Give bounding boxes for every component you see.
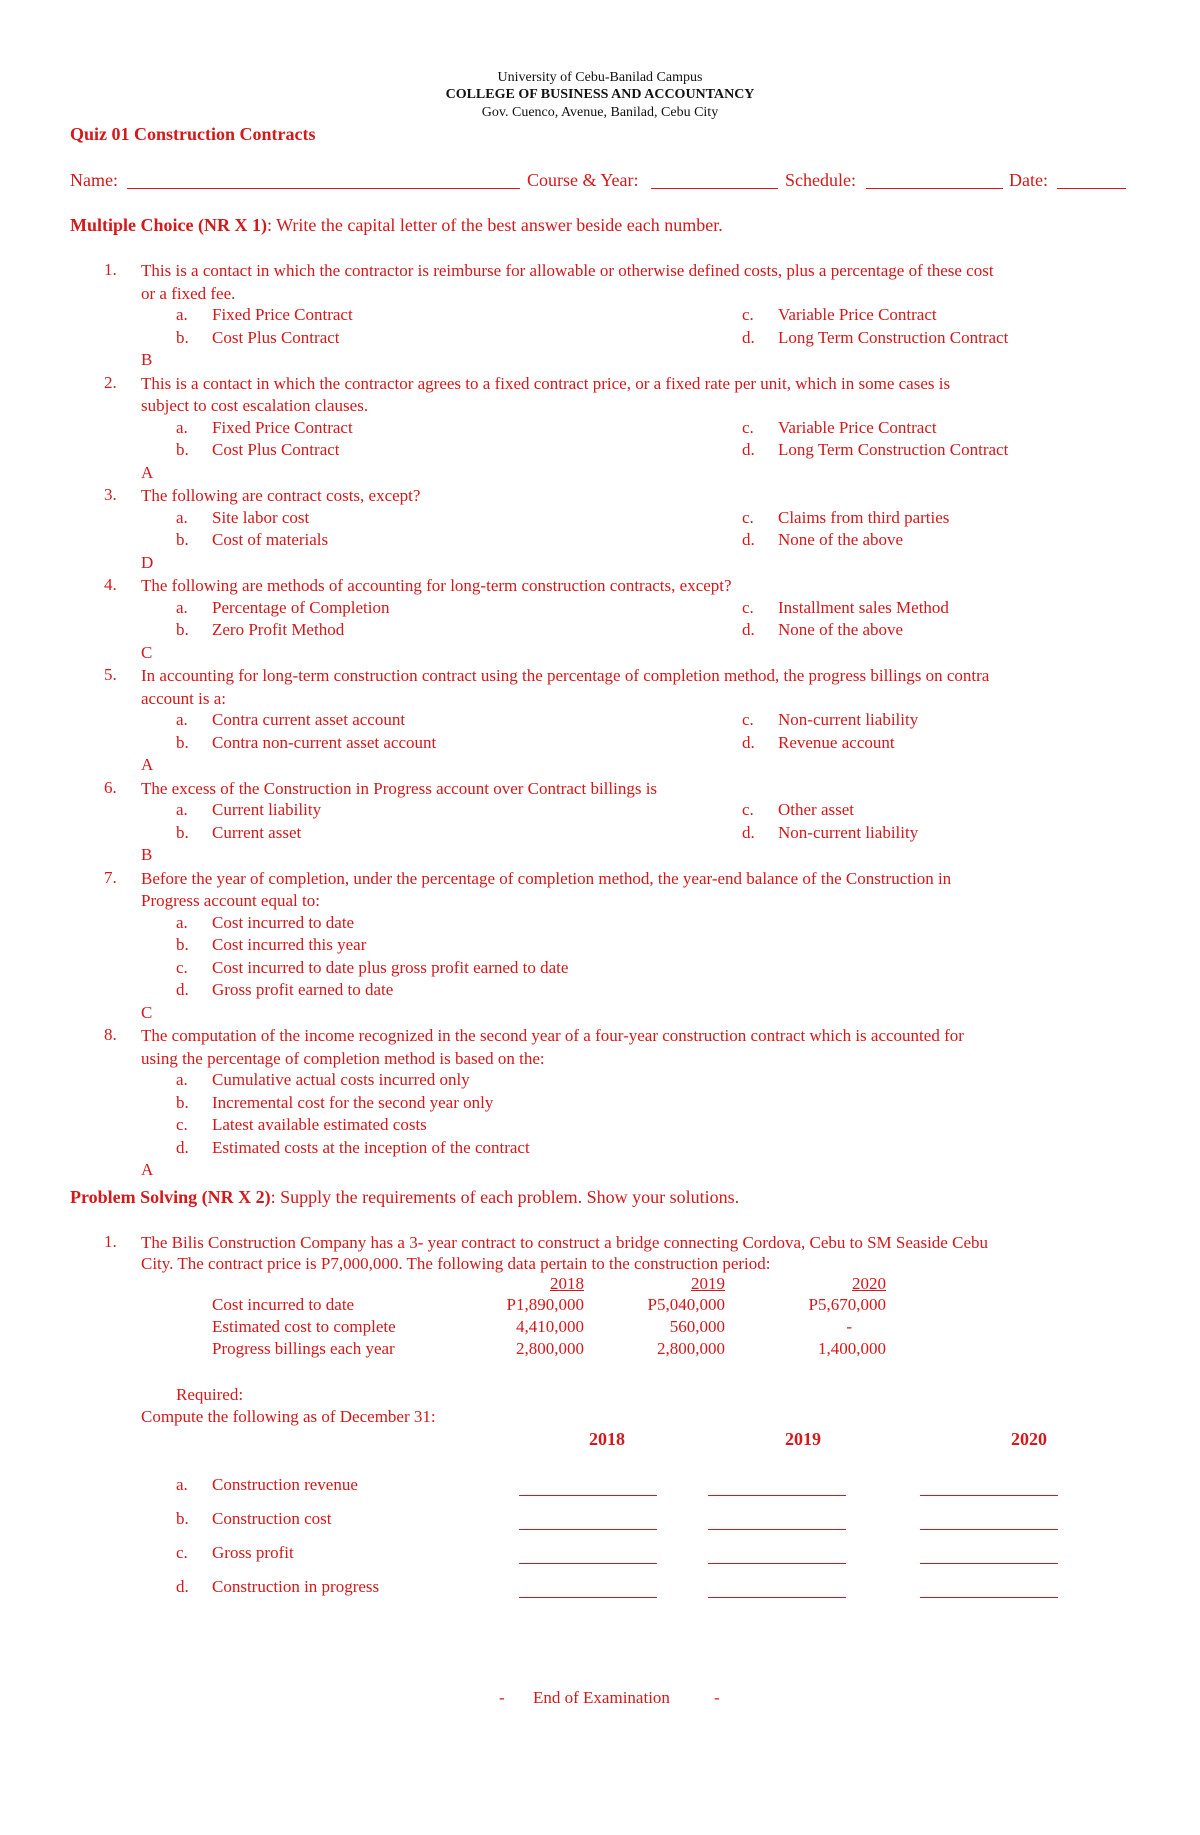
table-cell: 560,000 [669, 1317, 725, 1336]
table-row-label: Estimated cost to complete [212, 1317, 396, 1336]
question-text: This is a contact in which the contractor is reimburse for allowable or otherwise defined costs, plus a percentage of these cost [141, 261, 994, 280]
answer-key: B [141, 845, 153, 864]
answer-key: A [141, 462, 154, 482]
option-c: Installment sales Method [778, 597, 949, 617]
option-d: Gross profit earned to date [212, 980, 394, 999]
option-letter: c. [742, 597, 754, 617]
option-a: Contra current asset account [212, 710, 406, 729]
name-field[interactable] [127, 188, 520, 189]
table-cell: 2,800,000 [516, 1339, 584, 1358]
answer-blank-2019[interactable] [708, 1528, 846, 1530]
option-c: Other asset [778, 800, 855, 819]
answer-key: C [141, 1002, 153, 1022]
option-letter: c. [742, 800, 754, 819]
course-field[interactable] [651, 188, 778, 189]
option-d: Long Term Construction Contract [778, 327, 1009, 347]
option-letter: d. [742, 440, 755, 459]
option-letter: a. [176, 710, 188, 729]
answer-blank-2018[interactable] [519, 1494, 657, 1496]
option-letter: b. [176, 440, 189, 459]
problem-text-line1: The Bilis Construction Company has a 3- year contract to construct a bridge connecting Cordova, Cebu to SM Seaside Cebu [141, 1233, 988, 1252]
required-item-label: Construction in progress [212, 1577, 380, 1596]
answer-key: D [141, 552, 154, 572]
option-letter: b. [176, 935, 189, 954]
problem-number: 1. [104, 1232, 117, 1251]
option-letter: a. [176, 597, 188, 617]
answer-blank-2020[interactable] [920, 1562, 1058, 1564]
option-a: Site labor cost [212, 507, 310, 527]
table-cell: P5,040,000 [647, 1295, 725, 1314]
answer-year-2019: 2019 [785, 1429, 821, 1449]
required-item-label: Gross profit [212, 1543, 294, 1562]
option-letter: a. [176, 800, 188, 819]
option-a: Percentage of Completion [212, 597, 390, 617]
option-letter: c. [742, 710, 754, 729]
question-text: The computation of the income recognized in the second year of a four-year construction contract which is accounted for [141, 1026, 964, 1045]
option-letter: a. [176, 417, 188, 437]
option-c: Cost incurred to date plus gross profit earned to date [212, 957, 569, 977]
option-b: Current asset [212, 822, 302, 842]
option-d: None of the above [778, 620, 904, 639]
answer-blank-2018[interactable] [519, 1528, 657, 1530]
question-number: 8. [104, 1025, 117, 1044]
option-letter: a. [176, 912, 188, 932]
option-letter: c. [742, 417, 754, 437]
option-letter: d. [176, 1137, 189, 1157]
college-name: COLLEGE OF BUSINESS AND ACCOUNTANCY [445, 87, 755, 102]
option-letter: b. [176, 620, 189, 639]
table-cell: - [846, 1317, 852, 1336]
question-text: or a fixed fee. [141, 283, 236, 303]
ps-instruction: : Supply the requirements of each problem. Show your solutions. [270, 1187, 740, 1207]
answer-year-2018: 2018 [589, 1429, 625, 1449]
question-text: subject to cost escalation clauses. [141, 396, 369, 415]
option-c: Variable Price Contract [778, 305, 937, 324]
option-letter: b. [176, 327, 189, 347]
question-number: 3. [104, 485, 117, 504]
mc-title: Multiple Choice (NR X 1) [70, 215, 267, 235]
question-text: The following are contract costs, except? [141, 486, 421, 505]
option-letter: d. [742, 530, 755, 549]
option-letter: d. [742, 732, 755, 752]
question-number: 1. [104, 260, 117, 279]
question-text: The excess of the Construction in Progress account over Contract billings is [141, 778, 658, 798]
required-item-letter: c. [176, 1543, 188, 1562]
option-letter: b. [176, 1092, 189, 1112]
schedule-field[interactable] [866, 188, 1003, 189]
option-letter: c. [742, 507, 754, 527]
table-cell: 1,400,000 [818, 1339, 886, 1358]
option-a: Current liability [212, 800, 322, 819]
footer-dash-left: - [499, 1688, 505, 1707]
answer-blank-2020[interactable] [920, 1596, 1058, 1598]
question-number: 5. [104, 665, 117, 684]
question-text: The following are methods of accounting for long-term construction contracts, except? [141, 576, 732, 595]
address: Gov. Cuenco, Avenue, Banilad, Cebu City [481, 105, 719, 120]
option-d: None of the above [778, 530, 904, 549]
university-name: University of Cebu-Banilad Campus [497, 70, 703, 85]
option-letter: d. [742, 327, 755, 347]
answer-blank-2020[interactable] [920, 1494, 1058, 1496]
option-d: Estimated costs at the inception of the contract [212, 1137, 530, 1157]
answer-blank-2018[interactable] [519, 1596, 657, 1598]
option-b: Cost of materials [212, 530, 329, 549]
ps-title: Problem Solving (NR X 2) [70, 1187, 271, 1207]
option-letter: d. [176, 980, 189, 999]
question-number: 4. [104, 575, 117, 594]
answer-key: C [141, 642, 153, 662]
date-field[interactable] [1057, 188, 1126, 189]
option-b: Incremental cost for the second year only [212, 1092, 494, 1112]
answer-key: A [141, 755, 154, 774]
option-b: Cost Plus Contract [212, 440, 340, 459]
table-cell: P5,670,000 [808, 1295, 886, 1314]
answer-blank-2019[interactable] [708, 1494, 846, 1496]
answer-key: B [141, 350, 153, 369]
mc-section-title [70, 215, 723, 236]
option-d: Long Term Construction Contract [778, 440, 1009, 459]
option-d: Revenue account [778, 732, 895, 752]
option-b: Zero Profit Method [212, 620, 345, 639]
option-letter: b. [176, 732, 189, 752]
option-c: Non-current liability [778, 710, 919, 729]
question-text: This is a contact in which the contractor agrees to a fixed contract price, or a fixed rate per unit, which in some cases is [141, 373, 951, 393]
option-letter: d. [742, 822, 755, 842]
option-b: Cost Plus Contract [212, 327, 340, 347]
required-item-letter: d. [176, 1577, 189, 1596]
answer-blank-2018[interactable] [519, 1562, 657, 1564]
question-text: Before the year of completion, under the percentage of completion method, the year-end balance of the Construction in [141, 868, 952, 888]
option-letter: c. [742, 305, 754, 324]
schedule-label: Schedule: [785, 170, 856, 190]
answer-blank-2019[interactable] [708, 1596, 846, 1598]
table-row-label: Cost incurred to date [212, 1295, 355, 1314]
option-d: Non-current liability [778, 822, 919, 842]
table-year-2020: 2020 [852, 1274, 886, 1293]
required-item-letter: a. [176, 1475, 188, 1494]
option-c: Claims from third parties [778, 507, 950, 527]
question-number: 2. [104, 372, 117, 392]
table-row-label: Progress billings each year [212, 1339, 395, 1358]
option-a: Cumulative actual costs incurred only [212, 1070, 470, 1089]
option-b: Contra non-current asset account [212, 732, 437, 752]
option-letter: d. [742, 620, 755, 639]
option-c: Variable Price Contract [778, 417, 937, 437]
option-letter: c. [176, 1115, 188, 1134]
quiz-title: Quiz 01 Construction Contracts [70, 124, 316, 144]
course-label: Course & Year: [527, 170, 639, 190]
question-text: In accounting for long-term construction contract using the percentage of completion method, the progress billings on contra [141, 666, 990, 685]
option-a: Cost incurred to date [212, 912, 355, 932]
ps-section-title [70, 1187, 739, 1208]
option-letter: b. [176, 530, 189, 549]
date-label: Date: [1009, 170, 1048, 190]
question-text: using the percentage of completion method is based on the: [141, 1048, 545, 1068]
footer-text: End of Examination [533, 1688, 670, 1707]
table-cell: 2,800,000 [657, 1339, 725, 1358]
required-item-label: Construction revenue [212, 1475, 358, 1494]
option-letter: a. [176, 305, 188, 324]
option-letter: b. [176, 822, 189, 842]
table-cell: 4,410,000 [516, 1317, 584, 1336]
answer-key: A [141, 1160, 154, 1179]
question-number: 6. [104, 777, 117, 797]
question-number: 7. [104, 867, 117, 887]
option-a: Fixed Price Contract [212, 417, 353, 437]
compute-instruction: Compute the following as of December 31: [141, 1407, 436, 1426]
option-letter: a. [176, 507, 188, 527]
answer-blank-2020[interactable] [920, 1528, 1058, 1530]
table-year-2018: 2018 [550, 1274, 584, 1293]
option-b: Cost incurred this year [212, 935, 367, 954]
problem-text-line2: City. The contract price is P7,000,000. The following data pertain to the construction period: [141, 1254, 771, 1273]
table-year-2019: 2019 [691, 1274, 725, 1293]
required-label: Required: [176, 1385, 244, 1404]
footer-dash-right: - [714, 1688, 720, 1707]
option-letter: a. [176, 1070, 188, 1089]
name-label: Name: [70, 170, 118, 190]
required-item-letter: b. [176, 1509, 189, 1528]
required-item-label: Construction cost [212, 1509, 332, 1528]
option-a: Fixed Price Contract [212, 305, 353, 324]
table-cell: P1,890,000 [506, 1295, 584, 1314]
option-c: Latest available estimated costs [212, 1115, 427, 1134]
answer-blank-2019[interactable] [708, 1562, 846, 1564]
answer-year-2020: 2020 [1011, 1429, 1047, 1449]
question-text: account is a: [141, 688, 226, 708]
option-letter: c. [176, 957, 188, 977]
mc-instruction: : Write the capital letter of the best answer beside each number. [266, 215, 723, 235]
question-text: Progress account equal to: [141, 891, 320, 910]
